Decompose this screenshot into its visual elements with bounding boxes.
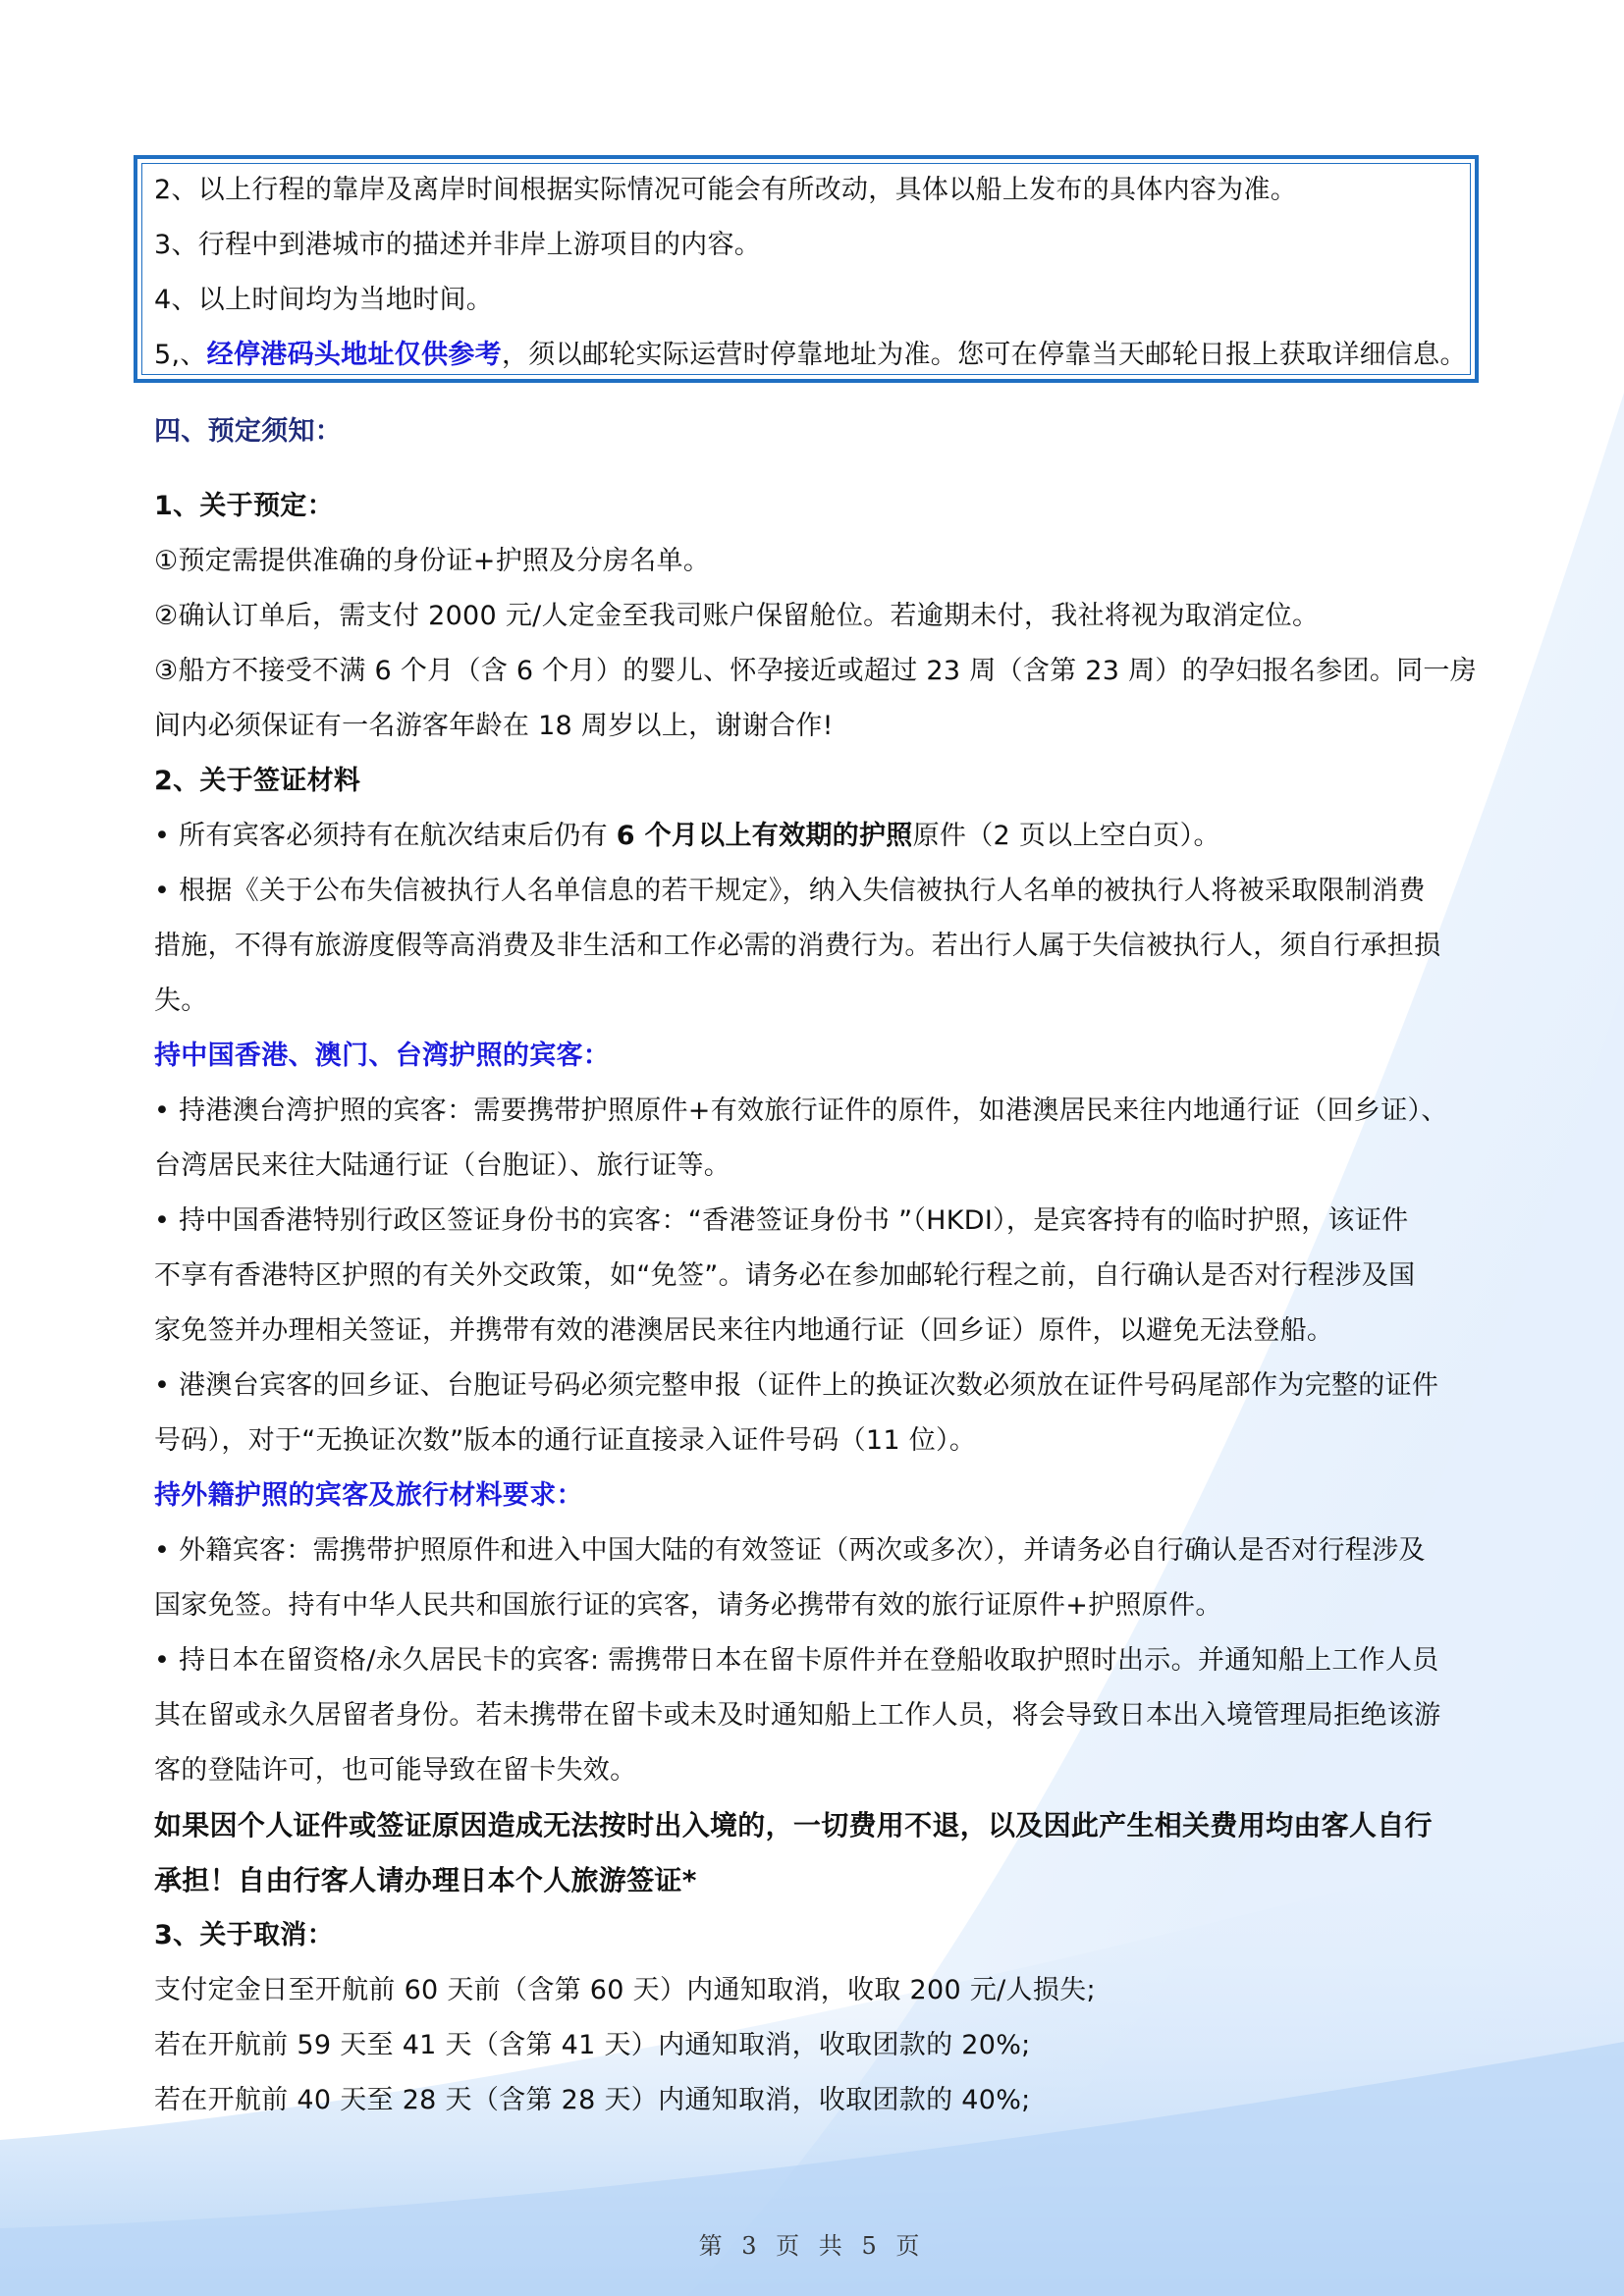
- note-item-5-prefix: 5,、: [154, 340, 207, 370]
- page-footer: 第 3 页 共 5 页: [698, 2232, 926, 2260]
- hk1-line1: • 持港澳台湾护照的宾客：需要携带护照原件+有效旅行证件的原件，如港澳居民来往内地通行证（回乡证）、: [154, 1095, 1448, 1126]
- note-item-5-rest: ，须以邮轮实际运营时停靠地址为准。您可在停靠当天邮轮日报上获取详细信息。: [501, 340, 1467, 370]
- booking-p3-line1: ③船方不接受不满 6 个月（含 6 个月）的婴儿、怀孕接近或超过 23 周（含第 23 周）的孕妇报名参团。同一房: [154, 656, 1478, 686]
- warning-line1: 如果因个人证件或签证原因造成无法按时出入境的，一切费用不退，以及因此产生相关费用均由客人自行: [154, 1809, 1433, 1842]
- visa-b2-line3: 失。: [154, 986, 208, 1016]
- foreign2-line2: 其在留或永久居留者身份。若未携带在留卡或未及时通知船上工作人员，将会导致日本出入境管理局拒绝该游: [154, 1700, 1441, 1731]
- visa-b1-pre: • 所有宾客必须持有在航次结束后仍有: [154, 821, 617, 851]
- booking-p1: ①预定需提供准确的身份证+护照及分房名单。: [154, 546, 711, 576]
- hk3-line1: • 港澳台宾客的回乡证、台胞证号码必须完整申报（证件上的换证次数必须放在证件号码尾部作为完整的证件: [154, 1370, 1439, 1401]
- foreign2-line1: • 持日本在留资格/永久居民卡的宾客: 需携带日本在留卡原件并在登船收取护照时出示。并通知船上工作人员: [154, 1645, 1439, 1676]
- note-item-2: 2、以上行程的靠岸及离岸时间根据实际情况可能会有所改动，具体以船上发布的具体内容为准。: [154, 175, 1298, 205]
- section4-title: 四、预定须知：: [154, 416, 343, 447]
- booking-p2: ②确认订单后，需支付 2000 元/人定金至我司账户保留舱位。若逾期未付，我社将视为取消定位。: [154, 601, 1320, 631]
- hk3-line2: 号码），对于“无换证次数”版本的通行证直接录入证件号码（11 位）。: [154, 1425, 977, 1456]
- booking-title: 1、关于预定：: [154, 491, 334, 521]
- visa-b1-bold: 6 个月以上有效期的护照: [616, 821, 913, 851]
- cancel-c2: 若在开航前 59 天至 41 天（含第 41 天）内通知取消，收取团款的 20%;: [154, 2030, 1031, 2060]
- hk2-line1: • 持中国香港特别行政区签证身份书的宾客：“香港签证身份书 ”（HKDI），是宾客持有的临时护照，该证件: [154, 1205, 1409, 1236]
- warning-line2: 承担！自由行客人请办理日本个人旅游签证*: [154, 1864, 697, 1896]
- hk1-line2: 台湾居民来往大陆通行证（台胞证）、旅行证等。: [154, 1150, 731, 1181]
- hk2-line3: 家免签并办理相关签证，并携带有效的港澳居民来往内地通行证（回乡证）原件，以避免无法登船。: [154, 1315, 1334, 1346]
- cancel-title: 3、关于取消：: [154, 1920, 334, 1950]
- visa-title: 2、关于签证材料: [154, 766, 361, 796]
- note-item-4: 4、以上时间均为当地时间。: [154, 285, 494, 315]
- cancel-c3: 若在开航前 40 天至 28 天（含第 28 天）内通知取消，收取团款的 40%;: [154, 2085, 1031, 2115]
- visa-b1: [154, 817, 1220, 856]
- foreign1-line1: • 外籍宾客：需携带护照原件和进入中国大陆的有效签证（两次或多次），并请务必自行确认是否对行程涉及: [154, 1535, 1426, 1566]
- visa-b1-post: 原件（2 页以上空白页）。: [912, 821, 1220, 851]
- note-item-3: 3、行程中到港城市的描述并非岸上游项目的内容。: [154, 230, 762, 260]
- booking-p3-line2: 间内必须保证有一名游客年龄在 18 周岁以上，谢谢合作!: [154, 711, 834, 741]
- foreign2-line3: 客的登陆许可，也可能导致在留卡失效。: [154, 1755, 637, 1786]
- foreign1-line2: 国家免签。持有中华人民共和国旅行证的宾客，请务必携带有效的旅行证原件+护照原件。: [154, 1590, 1222, 1621]
- foreign-section-title: 持外籍护照的宾客及旅行材料要求：: [154, 1480, 583, 1511]
- visa-b2-line2: 措施，不得有旅游度假等高消费及非生活和工作必需的消费行为。若出行人属于失信被执行人，须自行承担损: [154, 931, 1441, 961]
- cancel-c1: 支付定金日至开航前 60 天前（含第 60 天）内通知取消，收取 200 元/人损失;: [154, 1975, 1096, 2005]
- visa-b2-line1: • 根据《关于公布失信被执行人名单信息的若干规定》，纳入失信被执行人名单的被执行人将被采取限制消费: [154, 876, 1426, 906]
- hk2-line2: 不享有香港特区护照的有关外交政策，如“免签”。请务必在参加邮轮行程之前，自行确认是否对行程涉及国: [154, 1260, 1416, 1291]
- hk-section-title: 持中国香港、澳门、台湾护照的宾客：: [154, 1041, 611, 1071]
- note-item-5-highlight: 经停港码头地址仅供参考: [206, 340, 502, 370]
- note-item-5: [154, 336, 1467, 375]
